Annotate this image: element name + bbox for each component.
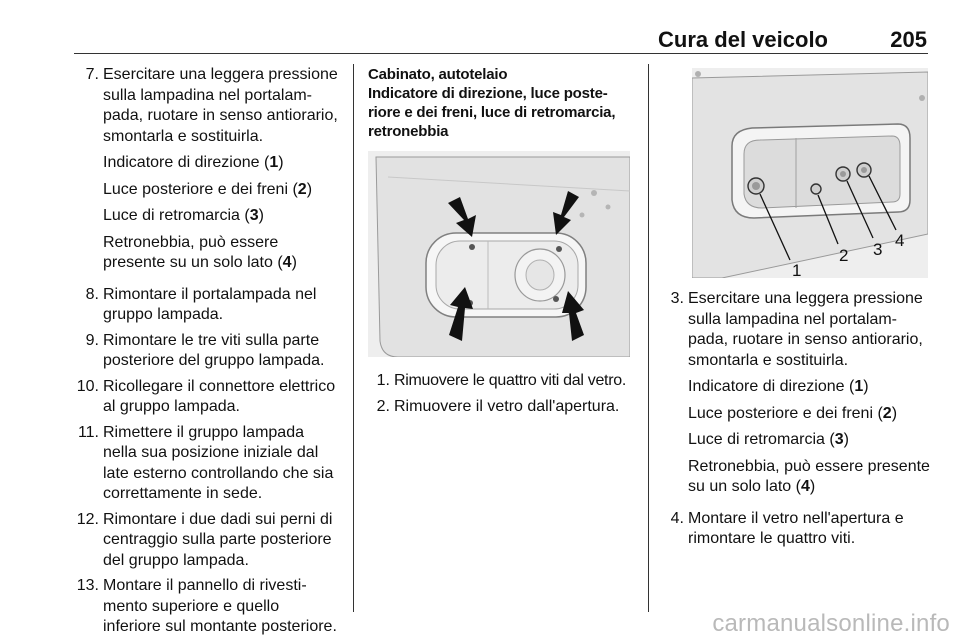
step-number: 12. bbox=[76, 510, 99, 528]
step-text: Ricollegare il connettore elettrico al gruppo lampada. bbox=[103, 377, 336, 415]
bulb-item: Luce posteriore e dei freni (2) bbox=[103, 180, 313, 198]
step-number: 10. bbox=[76, 377, 99, 395]
step-item bbox=[70, 423, 340, 505]
step-item bbox=[664, 289, 930, 504]
step-text: Rimuovere le quattro viti dal vetro. bbox=[394, 372, 626, 389]
section-title: Cabinato, autotelaio bbox=[368, 66, 508, 83]
column-divider-right bbox=[648, 64, 649, 612]
step-item bbox=[70, 510, 340, 572]
bulb-item: Retronebbia, può essere presente su un solo lato (4) bbox=[103, 233, 297, 271]
step-number: 11. bbox=[77, 423, 99, 441]
header-divider bbox=[74, 53, 928, 54]
column-divider-left bbox=[353, 64, 354, 612]
bulb-item: Indicatore di direzione (1) bbox=[688, 378, 869, 395]
step-item bbox=[70, 576, 340, 638]
column-middle bbox=[368, 65, 638, 422]
step-number: 2. bbox=[376, 397, 390, 415]
bulb-item: Retronebbia, può essere presente su un solo lato (4) bbox=[688, 457, 930, 495]
bulb-item: Indicatore di direzione (1) bbox=[103, 154, 284, 171]
step-text: Montare il vetro nell'apertura e rimontare le quattro viti. bbox=[688, 509, 904, 547]
bulb-list bbox=[688, 377, 930, 498]
step-text: Montare il pannello di rivesti-mento superiore e quello inferiore sul montante posteriore. bbox=[103, 577, 337, 635]
step-number: 13. bbox=[76, 577, 99, 594]
column-left bbox=[70, 65, 340, 643]
step-number: 1. bbox=[376, 372, 390, 389]
bulb-holder-illustration bbox=[692, 68, 928, 278]
step-text: Rimuovere il vetro dall'apertura. bbox=[394, 397, 620, 415]
watermark: carmanualsonline.info bbox=[712, 610, 950, 637]
step-number: 3. bbox=[670, 290, 684, 307]
step-item bbox=[70, 285, 340, 326]
step-text: Rimontare i due dadi sui perni di centraggio sulla parte posteriore del gruppo lampada. bbox=[103, 510, 333, 569]
bulb-item: Luce posteriore e dei freni (2) bbox=[688, 404, 898, 422]
bulb-item: Luce di retromarcia (3) bbox=[103, 207, 264, 224]
step-item bbox=[70, 331, 340, 372]
column-right bbox=[664, 289, 930, 555]
step-item bbox=[664, 509, 930, 550]
page-title: Cura del veicolo bbox=[658, 27, 828, 52]
step-text: Rimontare le tre viti sulla parte posteriore del gruppo lampada. bbox=[103, 331, 325, 369]
step-number: 7. bbox=[85, 66, 99, 83]
step-item bbox=[70, 377, 340, 418]
bulb-item: Luce di retromarcia (3) bbox=[688, 431, 849, 448]
step-text: Esercitare una leggera pressione sulla lampadina nel portalam-pada, ruotare in senso antiorario, smontarla e sostituirla. bbox=[688, 290, 923, 369]
bulb-list bbox=[103, 153, 340, 274]
step-item bbox=[70, 65, 340, 280]
step-item bbox=[368, 397, 638, 418]
step-number: 4. bbox=[670, 509, 684, 527]
figure-label: 2 bbox=[839, 246, 849, 265]
page-number: 205 bbox=[890, 27, 927, 52]
step-item bbox=[368, 371, 638, 392]
step-text: Rimettere il gruppo lampada nella sua posizione iniziale dal late esterno controllando che sia correttamente in sede. bbox=[103, 423, 334, 502]
step-text: Esercitare una leggera pressione sulla lampadina nel portalam-pada, ruotare in senso antiorario, smontarla e sostituirla. bbox=[103, 66, 338, 145]
figure-label: 1 bbox=[792, 261, 802, 278]
step-number: 9. bbox=[85, 331, 99, 349]
step-text: Rimontare il portalampada nel gruppo lampada. bbox=[103, 285, 317, 323]
figure-label: 3 bbox=[873, 240, 883, 259]
figure-label: 4 bbox=[895, 231, 905, 250]
step-number: 8. bbox=[85, 285, 99, 303]
tail-lamp-screws-illustration bbox=[368, 151, 630, 357]
subsection-title: Indicatore di direzione, luce poste-riore e dei freni, luce di retromarcia, retronebbia bbox=[368, 85, 616, 140]
